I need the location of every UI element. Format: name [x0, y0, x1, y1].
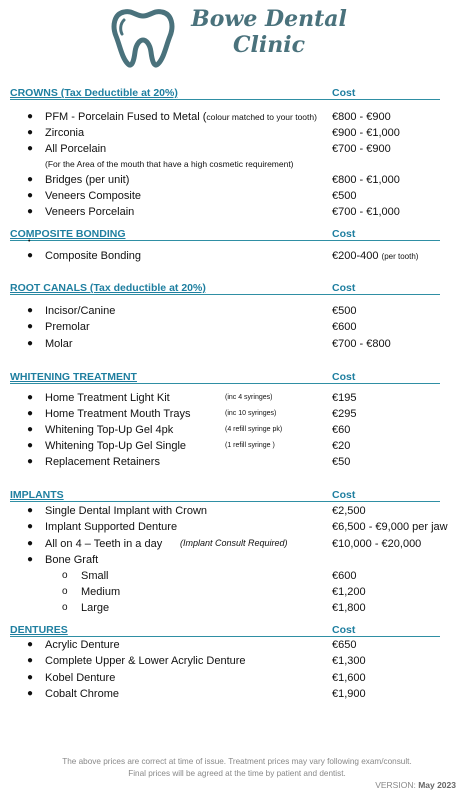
cost-heading: Cost: [332, 228, 356, 240]
item-price: €800 - €1,000: [332, 174, 400, 186]
item-price: €295: [332, 408, 357, 420]
item-price: €10,000 - €20,000: [332, 538, 422, 550]
header: [0, 0, 474, 75]
item-price: €700 - €800: [332, 338, 391, 350]
list-item: [10, 521, 448, 536]
circle-bullet: o: [62, 602, 68, 613]
item-name: Bone Graft: [45, 554, 99, 566]
item-price: €900 - €1,000: [332, 127, 400, 139]
item-name: Small: [81, 570, 109, 582]
list-item: [10, 143, 440, 158]
list-item: [10, 408, 440, 423]
section-header: [10, 226, 440, 241]
disclaimer-line2: Final prices will be agreed at the time by patient and dentist.: [128, 769, 346, 778]
item-name: Incisor/Canine: [45, 305, 116, 317]
item-name: Single Dental Implant with Crown: [45, 505, 208, 517]
item-price: €500: [332, 190, 357, 202]
item-price: €1,200: [332, 586, 366, 598]
bullet: ●: [27, 505, 34, 516]
item-name: Premolar: [45, 321, 90, 333]
item-note: (For the Area of the mouth that have a high cosmetic requirement): [45, 159, 294, 169]
list-item: [10, 440, 440, 455]
bullet: ●: [27, 392, 34, 403]
item-note: (1 refill syringe ): [225, 442, 275, 449]
section-whitening: [10, 369, 440, 468]
bullet: ●: [27, 456, 34, 467]
list-item: [10, 392, 440, 407]
item-name: Implant Supported Denture: [45, 521, 178, 533]
item-name: Molar: [45, 338, 73, 350]
list-item: [10, 688, 440, 703]
bullet: ●: [27, 639, 34, 650]
item-note: (inc 10 syringes): [225, 410, 277, 417]
bullet: ●: [27, 338, 34, 349]
item-price: €650: [332, 639, 357, 651]
section-composite-bonding: [10, 226, 440, 262]
clinic-name: [184, 6, 354, 58]
item-price: €600: [332, 321, 357, 333]
item-name: Medium: [81, 586, 121, 598]
item-price: €600: [332, 570, 357, 582]
section-header: [10, 369, 440, 384]
disclaimer-line1: The above prices are correct at time of issue. Treatment prices may vary following exam/consult.: [62, 757, 412, 766]
bullet: ●: [27, 554, 34, 565]
item-name: Whitening Top-Up Gel 4pk: [45, 424, 174, 436]
list-item: [10, 174, 440, 189]
item-name: Cobalt Chrome: [45, 688, 119, 700]
bullet: ●: [27, 190, 34, 201]
list-item: [10, 111, 440, 126]
section-root-canals: [10, 280, 440, 350]
item-name: Complete Upper & Lower Acrylic Denture: [45, 655, 246, 667]
item-price: €500: [332, 305, 357, 317]
section-title: WHITENING TREATMENT: [10, 371, 137, 383]
item-name: Kobel Denture: [45, 672, 116, 684]
item-name: Home Treatment Mouth Trays: [45, 408, 191, 420]
bullet: ●: [27, 408, 34, 419]
section-dentures: [10, 622, 440, 700]
item-name: PFM - Porcelain Fused to Metal (colour matched to your tooth): [45, 111, 317, 123]
list-item: [10, 250, 440, 265]
list-item: [10, 639, 440, 654]
item-price: €6,500 - €9,000 per jaw: [332, 521, 448, 533]
item-name: Bridges (per unit): [45, 174, 130, 186]
brand-line1: Bowe Dental: [191, 6, 347, 32]
bullet: ●: [27, 538, 34, 549]
stray-bullet: •: [28, 238, 31, 245]
version-value: May 2023: [418, 780, 456, 790]
section-header: [10, 85, 440, 100]
item-price: €200-400 (per tooth): [332, 250, 419, 262]
item-name: Veneers Porcelain: [45, 206, 135, 218]
item-price: €1,300: [332, 655, 366, 667]
item-name: Whitening Top-Up Gel Single: [45, 440, 187, 452]
bullet: ●: [27, 521, 34, 532]
bullet: ●: [27, 111, 34, 122]
section-header: [10, 487, 440, 502]
bullet: ●: [27, 424, 34, 435]
section-title: IMPLANTS: [10, 489, 64, 501]
section-title: CROWNS (Tax Deductible at 20%): [10, 87, 178, 99]
item-price: €800 - €900: [332, 111, 391, 123]
bullet: ●: [27, 305, 34, 316]
list-item: [10, 305, 440, 320]
item-note: (4 refill syringe pk): [225, 426, 283, 433]
item-name: Large: [81, 602, 110, 614]
list-item: [10, 456, 440, 471]
list-item: [10, 538, 440, 553]
disclaimer: [0, 756, 474, 780]
list-item: [10, 424, 440, 439]
cost-heading: Cost: [332, 624, 356, 636]
list-item: [10, 338, 440, 353]
section-crowns: [10, 85, 440, 218]
section-title: DENTURES: [10, 624, 68, 636]
item-price: €20: [332, 440, 351, 452]
section-header: [10, 622, 440, 637]
circle-bullet: o: [62, 570, 68, 581]
cost-heading: Cost: [332, 282, 356, 294]
section-title: COMPOSITE BONDING: [10, 228, 126, 240]
bullet: ●: [27, 688, 34, 699]
bullet: ●: [27, 440, 34, 451]
cost-heading: Cost: [332, 489, 356, 501]
bullet: ●: [27, 206, 34, 217]
list-item: [10, 206, 440, 221]
version-label: VERSION: May 2023: [375, 780, 456, 790]
item-price: €1,800: [332, 602, 366, 614]
item-name: Veneers Composite: [45, 190, 141, 202]
list-item: [10, 127, 440, 142]
item-name: Home Treatment Light Kit: [45, 392, 170, 404]
item-price: €700 - €900: [332, 143, 391, 155]
item-name: Composite Bonding: [45, 250, 142, 262]
sub-list-item: [10, 586, 440, 601]
item-name: Zirconia: [45, 127, 85, 139]
item-name: Replacement Retainers: [45, 456, 160, 468]
bullet: ●: [27, 672, 34, 683]
item-price: €1,600: [332, 672, 366, 684]
list-item: [10, 655, 440, 670]
sub-list-item: [10, 570, 440, 585]
tooth-icon: [110, 4, 176, 70]
section-implants: [10, 487, 448, 614]
brand-line2: Clinic: [233, 32, 305, 58]
item-price: €195: [332, 392, 357, 404]
bullet: ●: [27, 250, 34, 261]
item-note: (Implant Consult Required): [180, 538, 288, 548]
item-name: Acrylic Denture: [45, 639, 120, 651]
bullet: ●: [27, 655, 34, 666]
item-price: €60: [332, 424, 351, 436]
list-item: [10, 505, 440, 520]
cost-heading: Cost: [332, 371, 356, 383]
section-title: ROOT CANALS (Tax deductible at 20%): [10, 282, 206, 294]
item-price: €50: [332, 456, 351, 468]
list-item: [10, 554, 440, 569]
bullet: ●: [27, 127, 34, 138]
item-note: (inc 4 syringes): [225, 394, 273, 401]
item-price: €700 - €1,000: [332, 206, 400, 218]
bullet: ●: [27, 321, 34, 332]
list-item: [10, 321, 440, 336]
item-price: €1,900: [332, 688, 366, 700]
section-header: [10, 280, 440, 295]
sub-list-item: [10, 602, 440, 617]
item-name: All on 4 – Teeth in a day: [45, 538, 163, 550]
circle-bullet: o: [62, 586, 68, 597]
cost-heading: Cost: [332, 87, 356, 99]
bullet: ●: [27, 174, 34, 185]
item-price: €2,500: [332, 505, 366, 517]
list-item: [10, 190, 440, 205]
list-item: [10, 672, 440, 687]
bullet: ●: [27, 143, 34, 154]
item-name: All Porcelain: [45, 143, 107, 155]
